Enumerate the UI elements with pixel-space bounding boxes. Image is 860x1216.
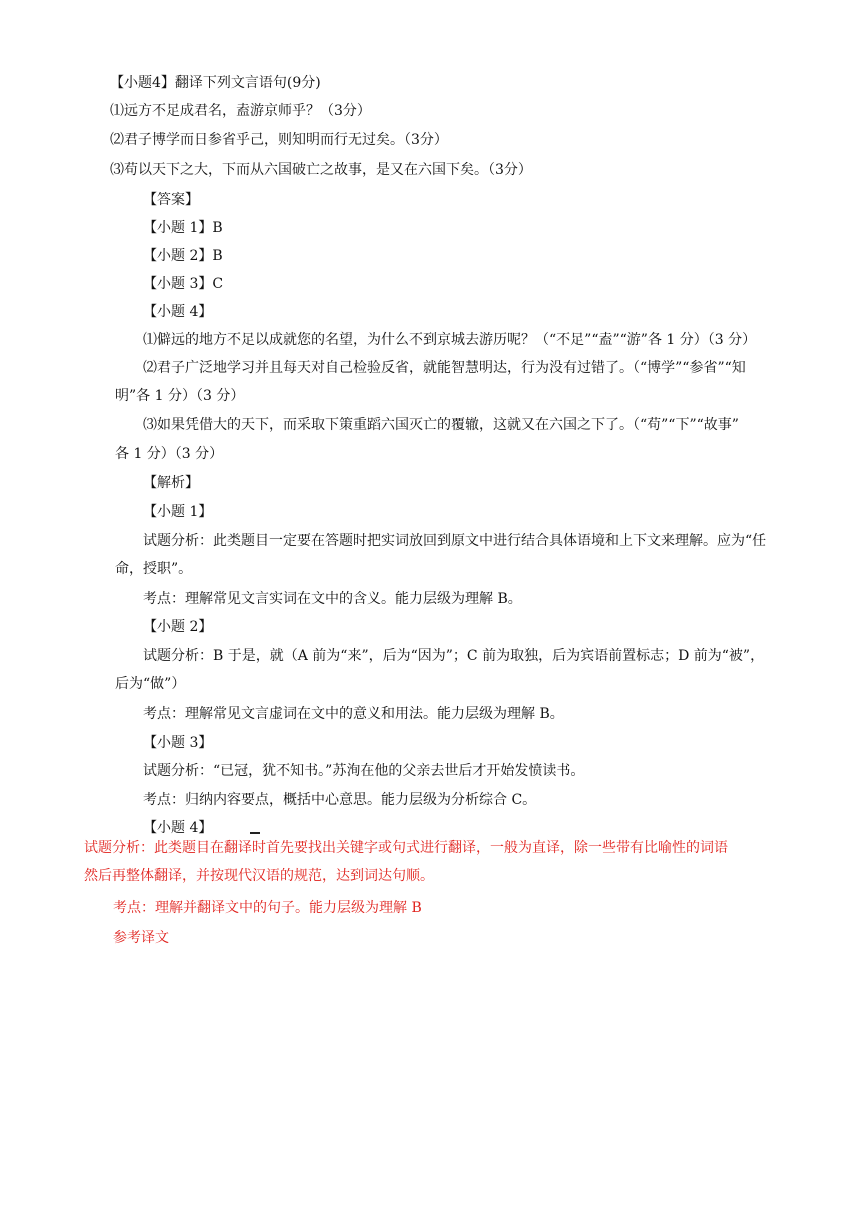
analysis-heading: 【解析】 xyxy=(143,475,199,491)
answer-translation-2b: 明”各 1 分）（3 分） xyxy=(115,388,245,404)
answer-translation-1: ⑴僻远的地方不足以成就您的名望，为什么不到京城去游历呢？（“不足”“盍”“游”各 1 分）（3 分） xyxy=(143,332,757,348)
question-header: 【小题4】翻译下列文言语句(9分) xyxy=(110,75,321,91)
answer-translation-3a: ⑶如果凭借大的天下，而采取下策重蹈六国灭亡的覆辙，这就又在六国之下了。（“苟”“下”“故事” xyxy=(143,417,739,433)
analysis-q2-kaodian: 考点：理解常见文言虚词在文中的意义和用法。能力层级为理解 B。 xyxy=(143,706,564,722)
analysis-q2-text-a: 试题分析：B 于是，就（A 前为“来”，后为“因为”；C 前为取独，后为宾语前置标志；D 前为“被”， xyxy=(143,648,765,664)
answer-q4: 【小题 4】 xyxy=(143,304,213,320)
analysis-q1-kaodian: 考点：理解常见文言实词在文中的含义。能力层级为理解 B。 xyxy=(143,591,522,607)
analysis-q1-title: 【小题 1】 xyxy=(143,504,213,520)
analysis-q4-text-a: 试题分析：此类题目在翻译时首先要找出关键字或句式进行翻译，一般为直译，除一些带有比喻性的词语 xyxy=(84,840,728,856)
answer-translation-2a: ⑵君子广泛地学习并且每天对自己检验反省，就能智慧明达，行为没有过错了。（“博学”“参省”“知 xyxy=(143,360,746,376)
answer-translation-3b: 各 1 分）（3 分） xyxy=(115,446,224,462)
answer-q2: 【小题 2】B xyxy=(143,248,223,264)
answer-q3: 【小题 3】C xyxy=(143,276,224,292)
analysis-q4-text-b: 然后再整体翻译，并按现代汉语的规范，达到词达句顺。 xyxy=(84,868,434,884)
analysis-q1-text-a: 试题分析：此类题目一定要在答题时把实词放回到原文中进行结合具体语境和上下文来理解。应为“任 xyxy=(143,533,767,549)
analysis-q4-kaodian: 考点：理解并翻译文中的句子。能力层级为理解 B xyxy=(113,900,422,916)
question-item-1: ⑴远方不足成君名，盍游京师乎？（3分） xyxy=(110,103,371,119)
analysis-q2-title: 【小题 2】 xyxy=(143,619,213,635)
analysis-q2-text-b: 后为“做”） xyxy=(115,676,186,692)
reference-translation-label: 参考译文 xyxy=(113,930,169,946)
stray-mark xyxy=(250,832,260,834)
analysis-q3-text: 试题分析：“已冠，犹不知书。”苏洵在他的父亲去世后才开始发愤读书。 xyxy=(143,763,585,779)
question-item-3: ⑶苟以天下之大，下而从六国破亡之故事，是又在六国下矣。（3分） xyxy=(110,162,532,178)
analysis-q3-title: 【小题 3】 xyxy=(143,735,213,751)
analysis-q4-title: 【小题 4】 xyxy=(143,820,213,836)
question-item-2: ⑵君子博学而日参省乎己，则知明而行无过矣。（3分） xyxy=(110,132,448,148)
analysis-q1-text-b: 命，授职”。 xyxy=(115,561,193,577)
answer-q1: 【小题 1】B xyxy=(143,220,223,236)
answer-heading: 【答案】 xyxy=(143,192,199,208)
analysis-q3-kaodian: 考点：归纳内容要点，概括中心意思。能力层级为分析综合 C。 xyxy=(143,792,537,808)
